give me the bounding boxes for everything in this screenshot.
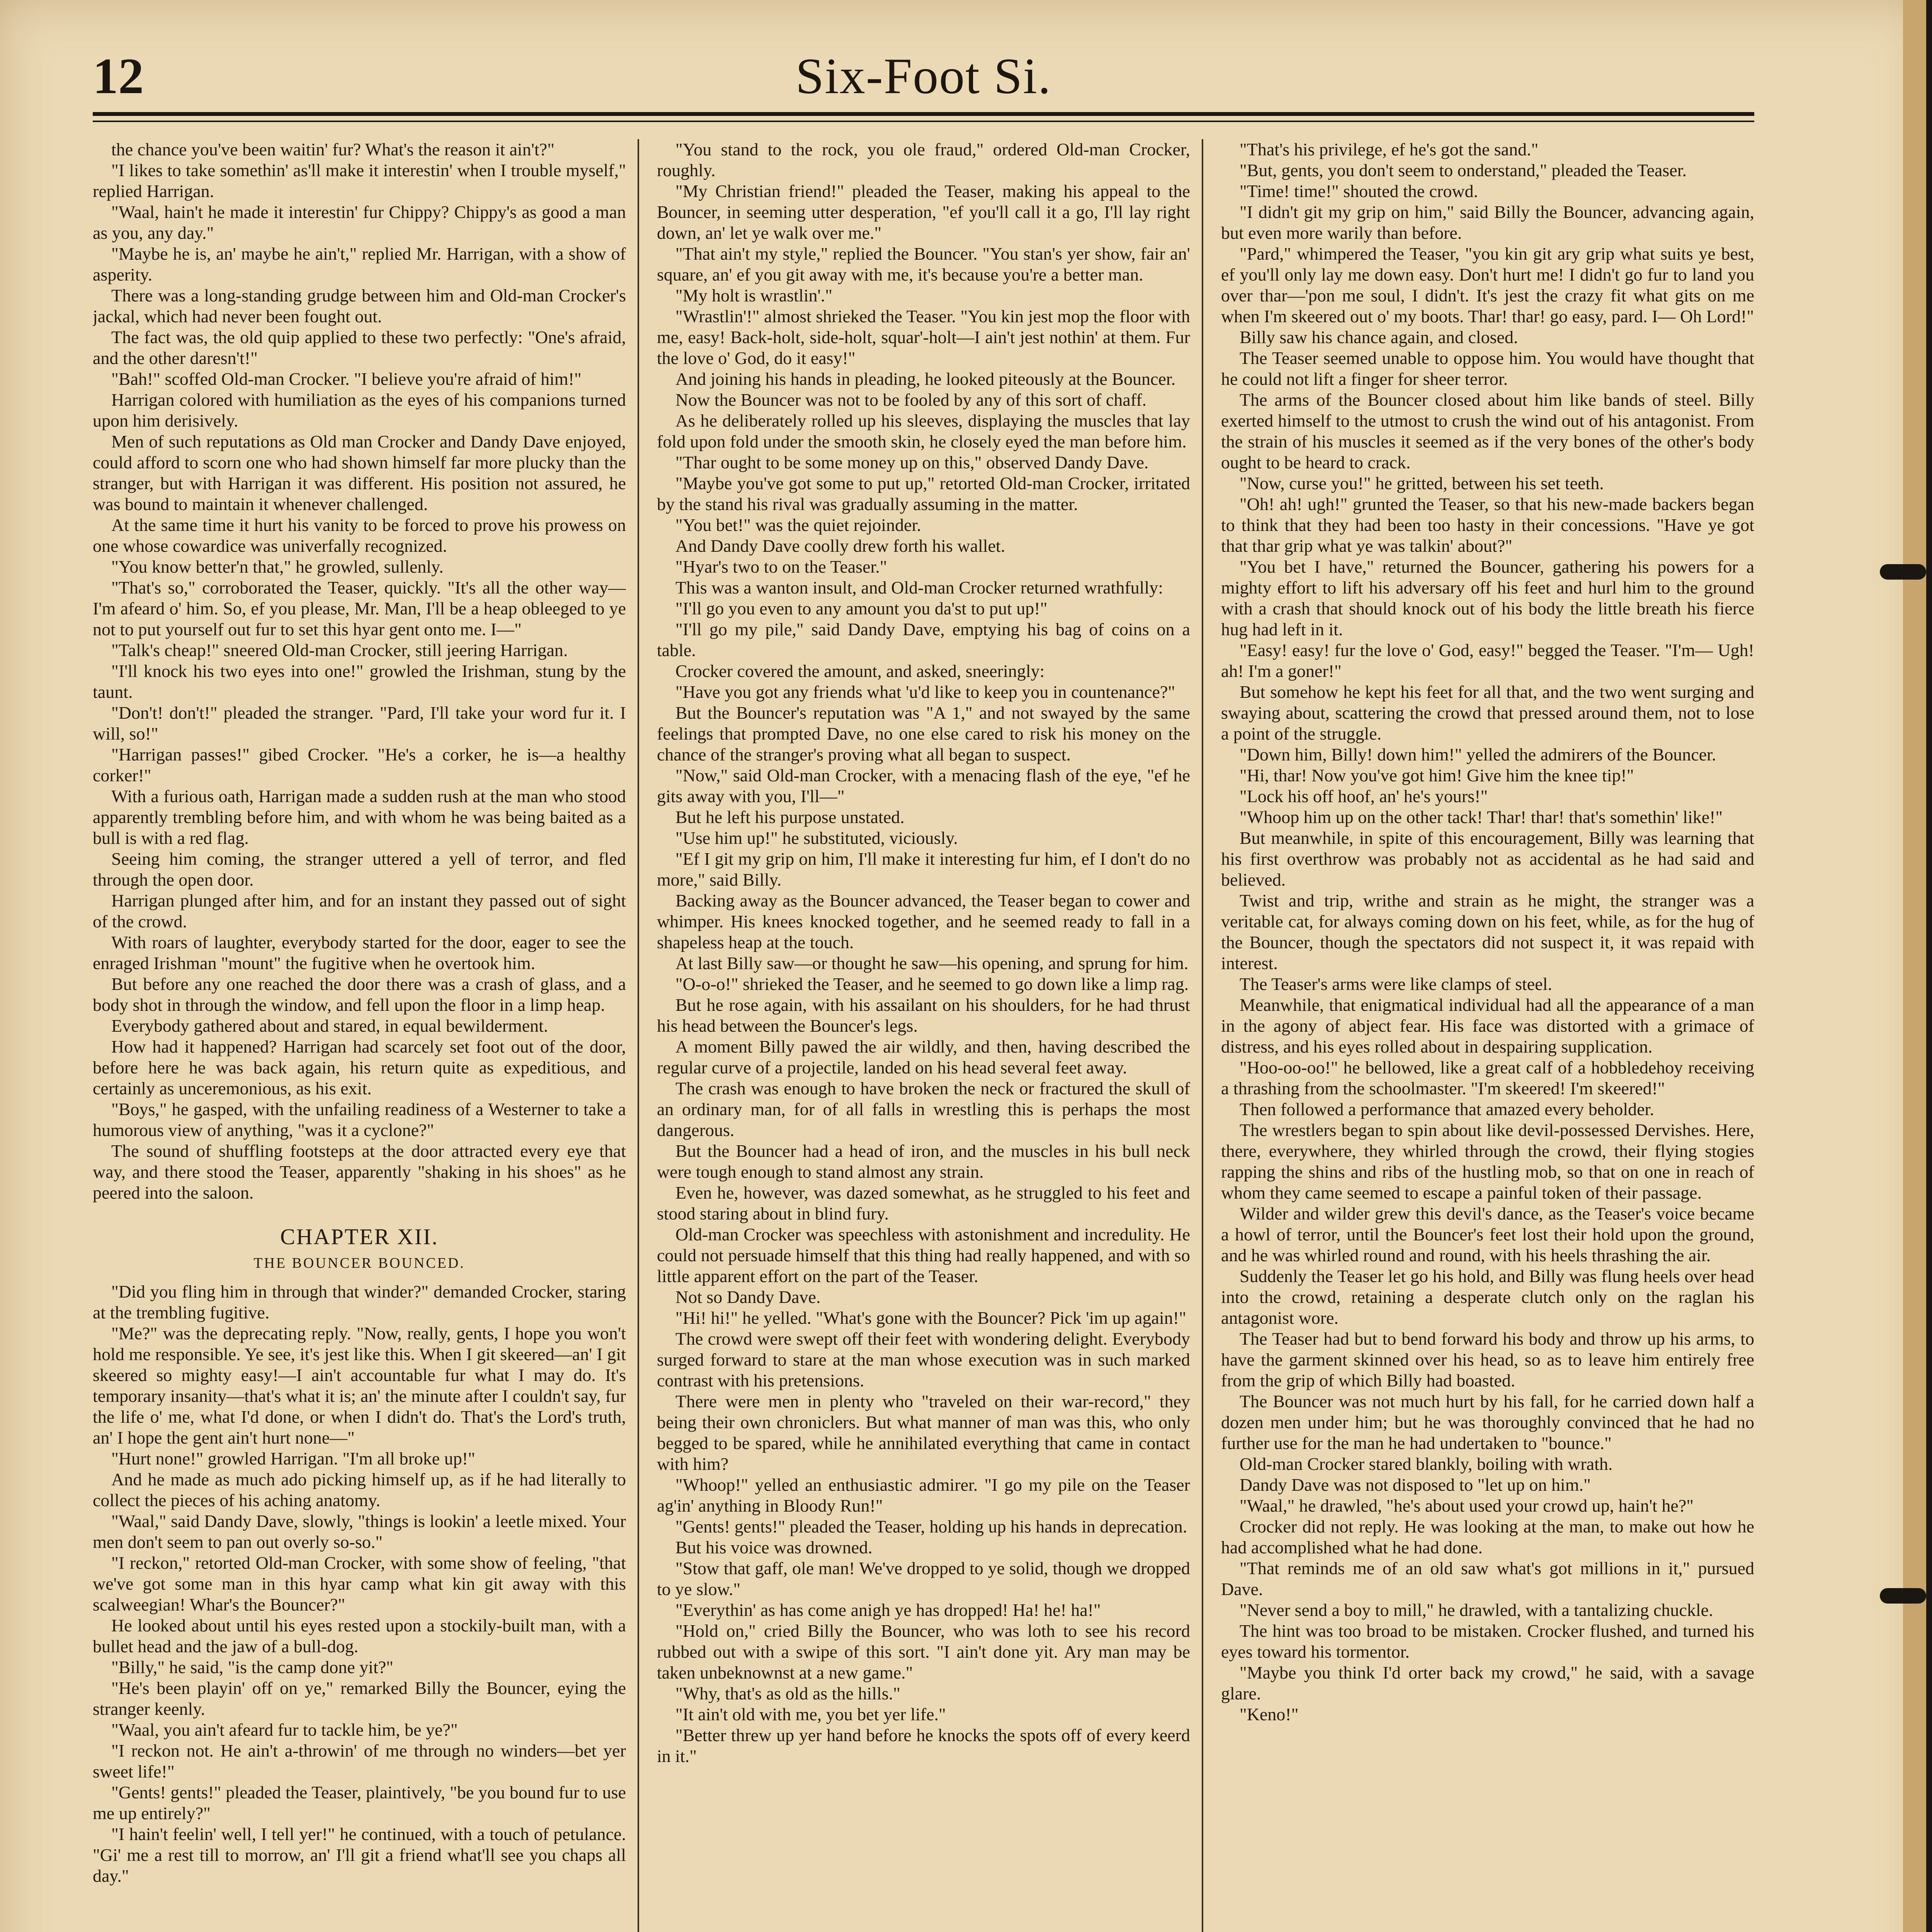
- paragraph: The Teaser's arms were like clamps of steel.: [1240, 974, 1552, 994]
- text-column-2: [657, 139, 1190, 1932]
- paragraph: "But, gents, you don't seem to onderstand," pleaded the Teaser.: [1240, 160, 1687, 180]
- paragraph: Not so Dandy Dave.: [675, 1287, 821, 1307]
- paragraph: But his voice was drowned.: [675, 1537, 872, 1557]
- paragraph: The arms of the Bouncer closed about him like bands of steel. Billy exerted himself to the utmost to crush the wind out of his antagonist. From the strain of his muscles it seemed as if the very bones of the other's body ought to be heard to crack.: [1221, 390, 1754, 472]
- paragraph: "Boys," he gasped, with the unfailing readiness of a Westerner to take a humorous view of anything, "was it a cyclone?": [93, 1099, 626, 1140]
- paragraph: "Maybe he is, an' maybe he ain't," replied Mr. Harrigan, with a show of asperity.: [93, 244, 626, 284]
- paragraph: There were men in plenty who "traveled on their war-record," they being their own chroniclers. But what manner of man was this, who only begged to be spared, while he annihilated everything that came in contact with him?: [657, 1391, 1190, 1474]
- paragraph: How had it happened? Harrigan had scarcely set foot out of the door, before here he was back again, his return quite as expeditious, and certainly as unceremonious, as his exit.: [93, 1037, 626, 1098]
- paragraph: At the same time it hurt his vanity to be forced to prove his prowess on one whose cowardice was univerfally recognized.: [93, 515, 626, 556]
- paragraph: "Maybe you think I'd orter back my crowd," he said, with a savage glare.: [1221, 1663, 1754, 1703]
- paragraph: the chance you've been waitin' fur? What's the reason it ain't?": [111, 139, 554, 159]
- paragraph: "Hyar's two to on the Teaser.": [675, 557, 887, 577]
- chapter-subtitle: THE BOUNCER BOUNCED.: [253, 1255, 465, 1271]
- paragraph: This was a wanton insult, and Old-man Crocker returned wrathfully:: [675, 578, 1163, 597]
- paragraph: "Stow that gaff, ole man! We've dropped to ye solid, though we dropped to ye slow.": [657, 1558, 1190, 1599]
- paragraph: "Now, curse you!" he gritted, between his set teeth.: [1240, 473, 1604, 493]
- page-header: [93, 46, 1754, 108]
- paragraph: "I'll go my pile," said Dandy Dave, emptying his bag of coins on a table.: [657, 619, 1190, 660]
- text-column-3: [1221, 139, 1754, 1932]
- paragraph: "You bet I have," returned the Bouncer, gathering his powers for a mighty effort to lift his adversary off his feet and hurl him to the ground with a crash that should knock out of his body the little breath his fierce hug had left in it.: [1221, 557, 1754, 639]
- paragraph: "Hold on," cried Billy the Bouncer, who was loth to see his record rubbed out with a swipe of this sort. "I ain't done yit. Ary man may be taken unbeknownst at a new game.": [657, 1621, 1190, 1682]
- paragraph: "Gents! gents!" pleaded the Teaser, plaintively, "be you bound fur to use me up entirely?": [93, 1782, 626, 1823]
- paragraph: "My Christian friend!" pleaded the Teaser, making his appeal to the Bouncer, in seeming utter desperation, "ef you'll call it a go, I'll lay right down, an' let ye walk over me.": [657, 181, 1190, 243]
- paragraph: Harrigan plunged after him, and for an instant they passed out of sight of the crowd.: [93, 891, 626, 931]
- paragraph: And Dandy Dave coolly drew forth his wallet.: [675, 536, 1005, 556]
- paragraph: "I'll go you even to any amount you da'st to put up!": [675, 599, 1048, 618]
- paragraph: "Waal, you ain't afeard fur to tackle him, be ye?": [111, 1720, 458, 1740]
- paragraph: "Whoop!" yelled an enthusiastic admirer. "I go my pile on the Teaser ag'in' anything in Bloody Run!": [657, 1475, 1190, 1515]
- paragraph: "Time! time!" shouted the crowd.: [1240, 181, 1478, 201]
- paragraph: "I didn't git my grip on him," said Billy the Bouncer, advancing again, but even more warily than before.: [1221, 202, 1754, 243]
- header-rule: [93, 112, 1754, 116]
- paragraph: "Easy! easy! fur the love o' God, easy!" begged the Teaser. "I'm— Ugh! ah! I'm a goner!": [1221, 640, 1754, 681]
- column-divider: [1202, 139, 1203, 1932]
- paragraph: "Use him up!" he substituted, viciously.: [675, 828, 958, 848]
- paragraph: Harrigan colored with humiliation as the eyes of his companions turned upon him derisively.: [93, 390, 626, 430]
- paragraph: "Did you fling him in through that winder?" demanded Crocker, staring at the trembling fugitive.: [93, 1282, 626, 1322]
- paragraph: "Wrastlin'!" almost shrieked the Teaser. "You kin jest mop the floor with me, easy! Back-holt, side-holt, squar'-holt—I ain't jest nothin' at them. Fur the love o' God, do it easy!": [657, 306, 1190, 368]
- paragraph: "Everythin' as has come anigh ye has dropped! Ha! he! ha!": [675, 1600, 1101, 1620]
- paragraph: A moment Billy pawed the air wildly, and then, having described the regular curve of a projectile, landed on his head several feet away.: [657, 1037, 1190, 1077]
- paragraph: Wilder and wilder grew this devil's dance, as the Teaser's voice became a howl of terror, until the Bouncer's feet lost their hold upon the ground, and he was whirled round and round, with his heels thrashing the air.: [1221, 1204, 1754, 1265]
- paragraph: "My holt is wrastlin'.": [675, 286, 833, 305]
- paragraph: "Have you got any friends what 'u'd like to keep you in countenance?": [675, 682, 1175, 702]
- paragraph: Twist and trip, writhe and strain as he might, the stranger was a veritable cat, for always coming down on his feet, while, as for the hug of the Bouncer, though the spectators did not suspect it, it was repaid with interest.: [1221, 891, 1754, 973]
- paragraph: Then followed a performance that amazed every beholder.: [1240, 1099, 1654, 1119]
- paragraph: "It ain't old with me, you bet yer life.": [675, 1704, 946, 1724]
- paragraph: Backing away as the Bouncer advanced, the Teaser began to cower and whimper. His knees knocked together, and he seemed ready to fall in a shapeless heap at the touch.: [657, 891, 1190, 952]
- paragraph: As he deliberately rolled up his sleeves, displaying the muscles that lay fold upon fold under the smooth skin, he closely eyed the man before him.: [657, 411, 1190, 451]
- paragraph: "Whoop him up on the other tack! Thar! thar! that's somethin' like!": [1240, 807, 1723, 827]
- paragraph: "Don't! don't!" pleaded the stranger. "Pard, I'll take your word fur it. I will, so!": [93, 703, 626, 743]
- paragraph: "Now," said Old-man Crocker, with a menacing flash of the eye, "ef he gits away with you, I'll—": [657, 765, 1190, 806]
- header-rule: [93, 121, 1754, 122]
- paragraph: "Harrigan passes!" gibed Crocker. "He's a corker, he is—a healthy corker!": [93, 745, 626, 785]
- paragraph: Men of such reputations as Old man Crocker and Dandy Dave enjoyed, could afford to scorn one who had shown himself far more plucky than the stranger, but with Harrigan it was different. His position not assured, he was bound to maintain it whenever challenged.: [93, 432, 626, 514]
- paragraph: "You bet!" was the quiet rejoinder.: [675, 515, 921, 535]
- paragraph: Now the Bouncer was not to be fooled by any of this sort of chaff.: [675, 390, 1147, 410]
- paragraph: "Ef I git my grip on him, I'll make it interesting fur him, ef I don't do no more," said Billy.: [657, 849, 1190, 889]
- paragraph: With a furious oath, Harrigan made a sudden rush at the man who stood apparently trembling before him, and with whom he was being baited as a bull is with a red flag.: [93, 786, 626, 848]
- paragraph: The hint was too broad to be mistaken. Crocker flushed, and turned his eyes toward his tormentor.: [1221, 1621, 1754, 1662]
- paragraph: "I reckon," retorted Old-man Crocker, with some show of feeling, "that we've got some man in this hyar camp what kin git away with this scalweegian! Whar's the Bouncer?": [93, 1553, 626, 1614]
- paragraph: "I hain't feelin' well, I tell yer!" he continued, with a touch of petulance. "Gi' me a rest till to morrow, an' I'll git a friend what'll see you chaps all day.": [93, 1824, 626, 1886]
- paragraph: "Better threw up yer hand before he knocks the spots off of every keerd in it.": [657, 1725, 1190, 1766]
- paragraph: Crocker covered the amount, and asked, sneeringly:: [675, 661, 1045, 681]
- paragraph: The Teaser seemed unable to oppose him. You would have thought that he could not lift a finger for sheer terror.: [1221, 348, 1754, 389]
- paragraph: "Me?" was the deprecating reply. "Now, really, gents, I hope you won't hold me responsible. Ye see, it's jest like this. When I git skeered—an' I git skeered so mighty easy!—I ain't accountable fur what I may do. It's temporary insanity—that's what it is; an' the minute after I couldn't say, fur the life o' me, what I'd done, or when I didn't do. That's the Lord's truth, an' I hope the gent ain't hurt none—": [93, 1323, 626, 1447]
- paragraph: "That reminds me of an old saw what's got millions in it," pursued Dave.: [1221, 1558, 1754, 1599]
- paragraph: The sound of shuffling footsteps at the door attracted every eye that way, and there stood the Teaser, apparently "shaking in his shoes" as he peered into the saloon.: [93, 1141, 626, 1202]
- paragraph: "You know better'n that," he growled, sullenly.: [111, 557, 444, 577]
- paragraph: The Bouncer was not much hurt by his fall, for he carried down half a dozen men under him; but he was thoroughly convinced that he had no further use for the man he had undertaken to "bounce.": [1221, 1391, 1754, 1453]
- paragraph: "Bah!" scoffed Old-man Crocker. "I believe you're afraid of him!": [111, 369, 582, 389]
- binding-staple-mark: [1880, 1588, 1926, 1604]
- paragraph: He looked about until his eyes rested upon a stockily-built man, with a bullet head and the jaw of a bull-dog.: [93, 1616, 626, 1656]
- paragraph: And joining his hands in pleading, he looked piteously at the Bouncer.: [675, 369, 1176, 389]
- paragraph: Everybody gathered about and stared, in equal bewilderment.: [111, 1016, 548, 1036]
- column-1-body: [93, 139, 626, 1203]
- paragraph: The crowd were swept off their feet with wondering delight. Everybody surged forward to stare at the man whose execution was in such marked contrast with his pretensions.: [657, 1329, 1190, 1390]
- paragraph: "Hi, thar! Now you've got him! Give him the knee tip!": [1240, 765, 1634, 785]
- paragraph: "Oh! ah! ugh!" grunted the Teaser, so that his new-made backers began to think that they had been too hasty in their concessions. "Have ye got that thar grip what ye was talkin' about?": [1221, 494, 1754, 556]
- paragraph: But he rose again, with his assailant on his shoulders, for he had thrust his head between the Bouncer's legs.: [657, 995, 1190, 1036]
- paragraph: "O-o-o!" shrieked the Teaser, and he seemed to go down like a limp rag.: [675, 974, 1189, 994]
- paragraph: "Maybe you've got some to put up," retorted Old-man Crocker, irritated by the stand his rival was gradually assuming in the matter.: [657, 473, 1190, 514]
- page-spine: [1903, 0, 1926, 1932]
- paragraph: Crocker did not reply. He was looking at the man, to make out how he had accomplished what he had done.: [1221, 1517, 1754, 1557]
- paragraph: "I likes to take somethin' as'll make it interestin' when I trouble myself," replied Harrigan.: [93, 160, 626, 201]
- running-title: Six-Foot Si.: [795, 48, 1052, 104]
- paragraph: "I reckon not. He ain't a-throwin' of me through no winders—bet yer sweet life!": [93, 1741, 626, 1781]
- paragraph: "Waal, hain't he made it interestin' fur Chippy? Chippy's as good a man as you, any day.": [93, 202, 626, 243]
- paragraph: "That's his privilege, ef he's got the sand.": [1240, 139, 1539, 159]
- paragraph: "He's been playin' off on ye," remarked Billy the Bouncer, eying the stranger keenly.: [93, 1678, 626, 1719]
- paragraph: At last Billy saw—or thought he saw—his opening, and sprung for him.: [675, 953, 1189, 973]
- paragraph: The wrestlers began to spin about like devil-possessed Dervishes. Here, there, everywhere, they whirled through the crowd, their flying stogies rapping the shins and ribs of the hustling mob, so that on one in reach of whom they came seemed to escape a painful token of their passage.: [1221, 1120, 1754, 1202]
- paragraph: "Gents! gents!" pleaded the Teaser, holding up his hands in deprecation.: [675, 1517, 1187, 1536]
- paragraph: Even he, however, was dazed somewhat, as he struggled to his feet and stood staring about in blind fury.: [657, 1183, 1190, 1223]
- paragraph: "I'll knock his two eyes into one!" growled the Irishman, stung by the taunt.: [93, 661, 626, 702]
- paragraph: "Keno!": [1240, 1704, 1299, 1724]
- paragraph: Old-man Crocker was speechless with astonishment and incredulity. He could not persuade himself that this thing had really happened, and with so little apparent effort on the part of the Teaser.: [657, 1225, 1190, 1286]
- paragraph: The Teaser had but to bend forward his body and throw up his arms, to have the garment skinned over his head, so as to leave him entirely free from the grip of which Billy had boasted.: [1221, 1329, 1754, 1390]
- paragraph: With roars of laughter, everybody started for the door, eager to see the enraged Irishman "mount" the fugitive when he overtook him.: [93, 932, 626, 973]
- paragraph: Old-man Crocker stared blankly, boiling with wrath.: [1240, 1454, 1613, 1474]
- paragraph: "Waal," said Dandy Dave, slowly, "things is lookin' a leetle mixed. Your men don't seem to pan out overly so-so.": [93, 1511, 626, 1552]
- paragraph: "That's so," corroborated the Teaser, quickly. "It's all the other way—I'm afeard o' him. So, ef you please, Mr. Man, I'll be a heap obleeged to ye not to put yourself out fur to set this hyar gent onto me. I—": [93, 578, 626, 639]
- paragraph: And he made as much ado picking himself up, as if he had literally to collect the pieces of his aching anatomy.: [93, 1469, 626, 1510]
- paragraph: "Pard," whimpered the Teaser, "you kin git ary grip what suits ye best, ef you'll only lay me down easy. Don't hurt me! I didn't go fur to land you over thar—'pon me soul, I didn't. It's jest the crazy fit what gits on me when I'm skeered out o' my boots. Thar! thar! go easy, pard. I— Oh Lord!": [1221, 244, 1754, 326]
- paragraph: The fact was, the old quip applied to these two perfectly: "One's afraid, and the other daresn't!": [93, 327, 626, 368]
- paragraph: But the Bouncer's reputation was "A 1," and not swayed by the same feelings that prompted Dave, no one else cared to risk his money on the chance of the stranger's proving what all began to suspect.: [657, 703, 1190, 764]
- paragraph: "Waal," he drawled, "he's about used your crowd up, hain't he?": [1240, 1496, 1694, 1515]
- paragraph: Dandy Dave was not disposed to "let up on him.": [1240, 1475, 1591, 1495]
- paragraph: The crash was enough to have broken the neck or fractured the skull of an ordinary man, for of all falls in wrestling this is perhaps the most dangerous.: [657, 1078, 1190, 1140]
- paragraph: "Why, that's as old as the hills.": [675, 1684, 901, 1703]
- paragraph: "Down him, Billy! down him!" yelled the admirers of the Bouncer.: [1240, 745, 1716, 764]
- paragraph: "You stand to the rock, you ole fraud," ordered Old-man Crocker, roughly.: [657, 139, 1190, 180]
- column-1-chapter-body: [93, 1281, 626, 1886]
- column-divider: [638, 139, 639, 1932]
- paragraph: Meanwhile, that enigmatical individual had all the appearance of a man in the agony of abject fear. His face was distorted with a grimace of distress, and his eyes rolled about in despairing supplication.: [1221, 995, 1754, 1056]
- paragraph: Billy saw his chance again, and closed.: [1240, 327, 1518, 347]
- paragraph: "Hi! hi!" he yelled. "What's gone with the Bouncer? Pick 'im up again!": [675, 1308, 1186, 1328]
- paragraph: "Never send a boy to mill," he drawled, with a tantalizing chuckle.: [1240, 1600, 1713, 1620]
- paragraph: "Billy," he said, "is the camp done yit?": [111, 1657, 394, 1677]
- paragraph: "Talk's cheap!" sneered Old-man Crocker, still jeering Harrigan.: [111, 640, 568, 660]
- paragraph: There was a long-standing grudge between him and Old-man Crocker's jackal, which had never been fought out.: [93, 286, 626, 326]
- paragraph: "That ain't my style," replied the Bouncer. "You stan's yer show, fair an' square, an' ef you git away with me, it's because you're a better man.: [657, 244, 1190, 284]
- paragraph: "Lock his off hoof, an' he's yours!": [1240, 786, 1488, 806]
- paragraph: Suddenly the Teaser let go his hold, and Billy was flung heels over head into the crowd, retaining a desperate clutch only on the raglan his antagonist wore.: [1221, 1266, 1754, 1328]
- text-column-1: [93, 139, 626, 1932]
- paragraph: But somehow he kept his feet for all that, and the two went surging and swaying about, scattering the crowd that pressed around them, not to lose a point of the struggle.: [1221, 682, 1754, 743]
- binding-staple-mark: [1880, 564, 1926, 580]
- paragraph: But the Bouncer had a head of iron, and the muscles in his bull neck were tough enough to stand almost any strain.: [657, 1141, 1190, 1182]
- page-number: 12: [93, 48, 144, 104]
- paragraph: "Thar ought to be some money up on this," observed Dandy Dave.: [675, 452, 1149, 472]
- paragraph: But he left his purpose unstated.: [675, 807, 905, 827]
- paragraph: "Hoo-oo-oo!" he bellowed, like a great calf of a hobbledehoy receiving a thrashing from the schoolmaster. "I'm skeered! I'm skeered!": [1221, 1058, 1754, 1098]
- chapter-title: CHAPTER XII.: [280, 1224, 439, 1249]
- paragraph: "Hurt none!" growled Harrigan. "I'm all broke up!": [111, 1449, 475, 1468]
- paragraph: Seeing him coming, the stranger uttered a yell of terror, and fled through the open door.: [93, 849, 626, 889]
- paragraph: But before any one reached the door there was a crash of glass, and a body shot in through the window, and fell upon the floor in a limp heap.: [93, 974, 626, 1015]
- paragraph: But meanwhile, in spite of this encouragement, Billy was learning that his first overthrow was probably not as accidental as he had said and believed.: [1221, 828, 1754, 889]
